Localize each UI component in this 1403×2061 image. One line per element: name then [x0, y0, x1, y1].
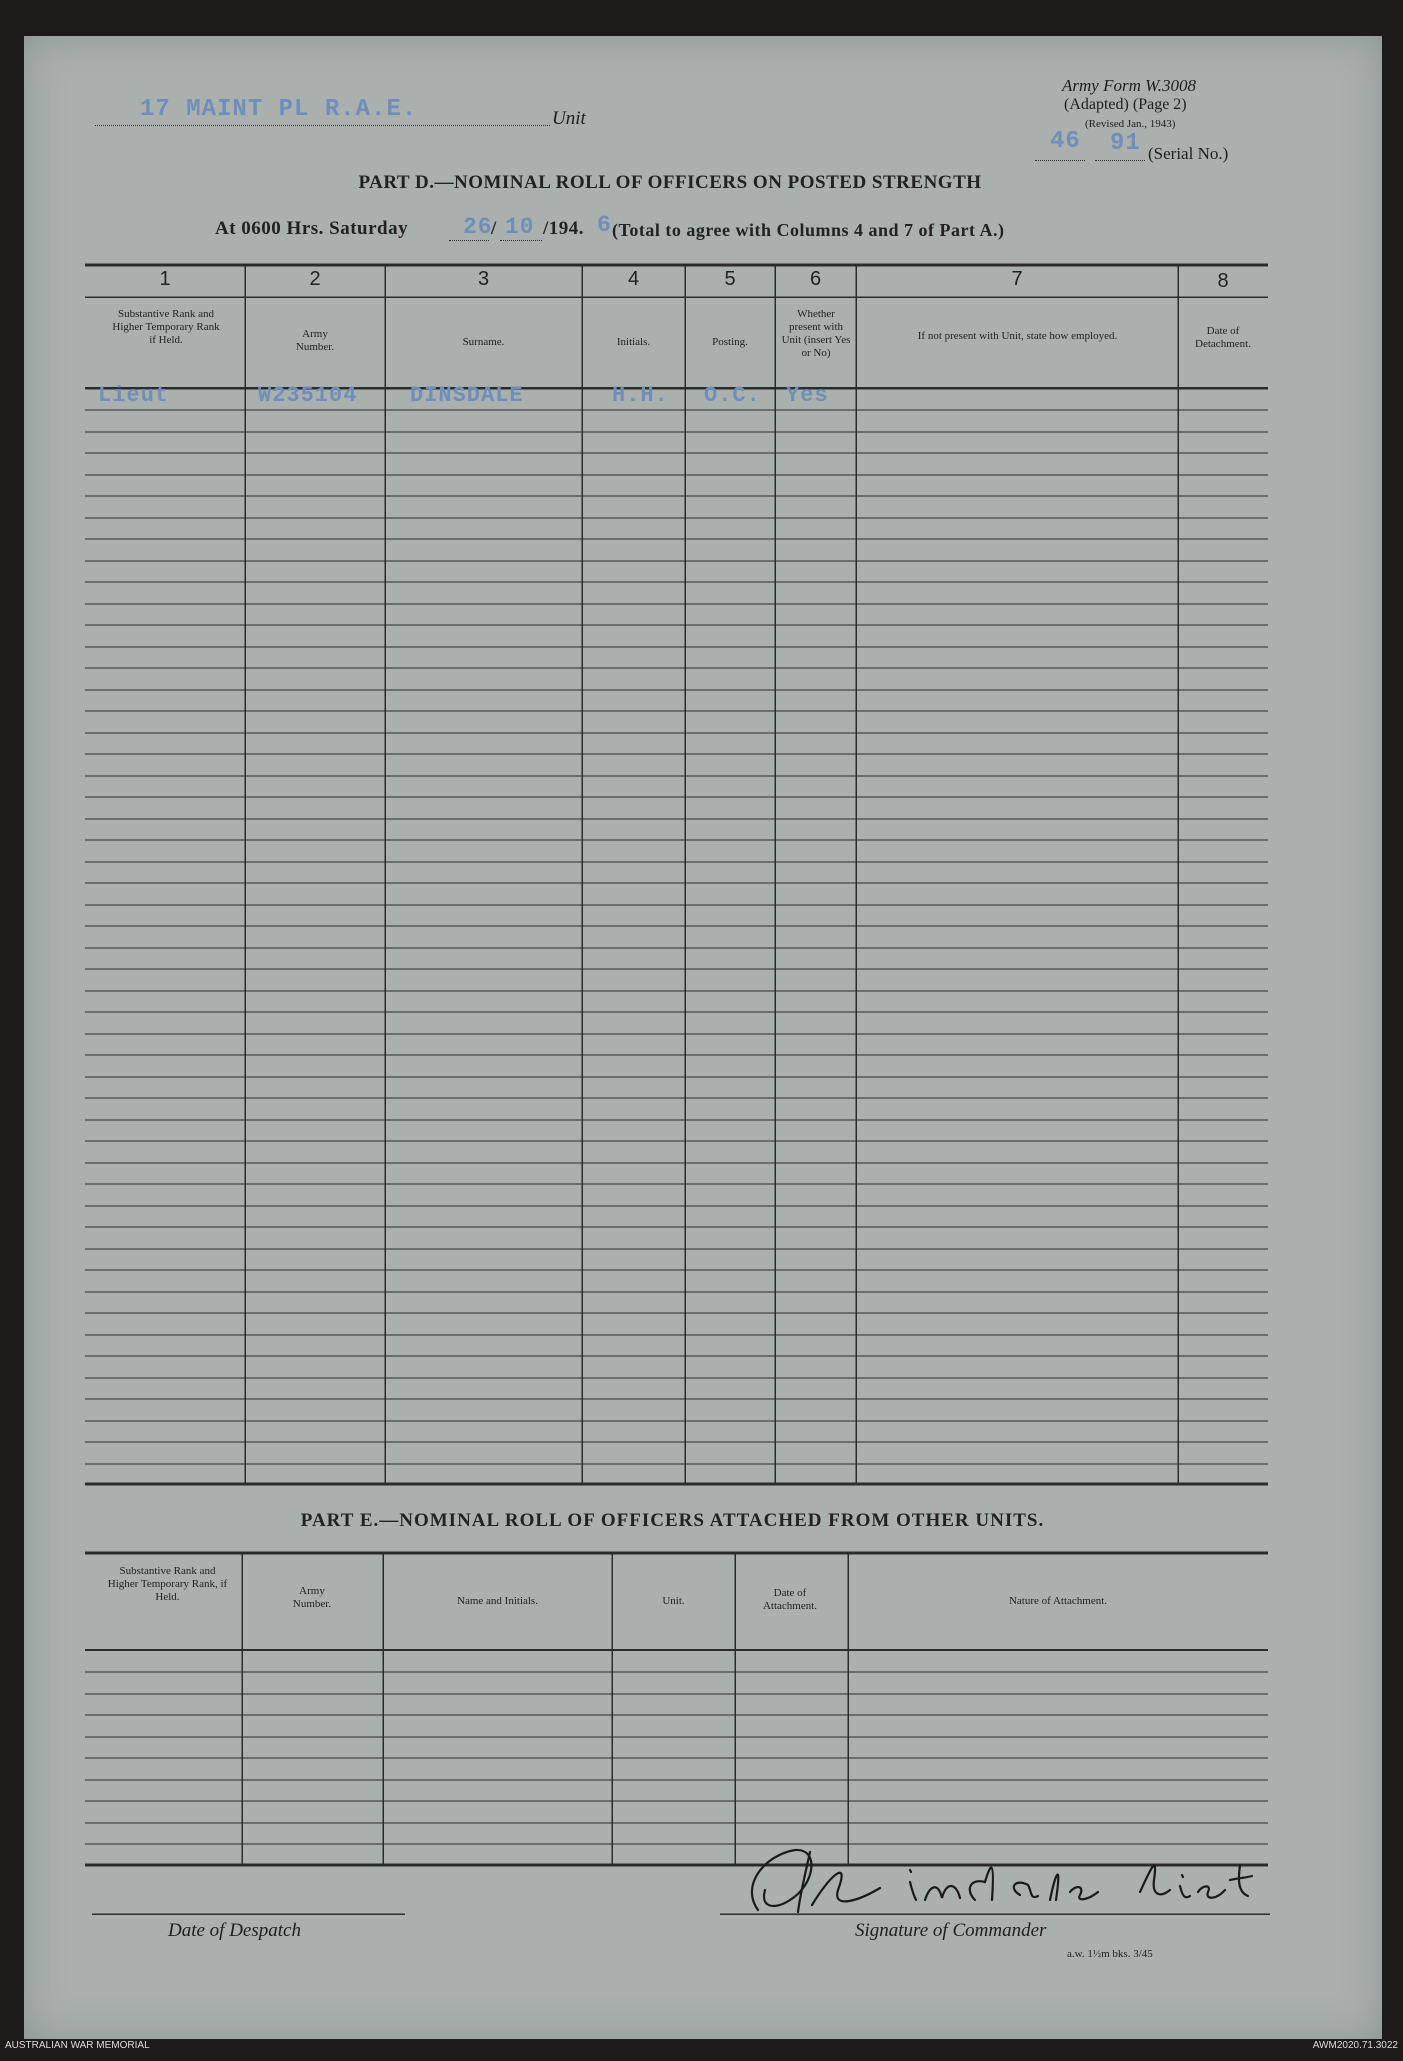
right-credit: AWM2020.71.3022 — [1312, 2040, 1398, 2051]
e-col-header-attachment-date: Date of Attachment. — [762, 1587, 818, 1612]
total-note: (Total to agree with Columns 4 and 7 of Part A.) — [612, 220, 1005, 240]
col-header-posting: Posting. — [712, 336, 748, 348]
e-col-header-unit: Unit. — [662, 1595, 685, 1607]
part-e-title: PART E.—NOMINAL ROLL OF OFFICERS ATTACHED FROM OTHER UNITS. — [300, 1510, 1045, 1531]
col-num-7: 7 — [1011, 268, 1023, 290]
col-num-8: 8 — [1217, 270, 1229, 292]
row1-army-number: W235104 — [258, 383, 358, 408]
unit-label: Unit — [552, 108, 586, 129]
e-col-header-nature: Nature of Attachment. — [1008, 1595, 1108, 1607]
date-month: 10 — [505, 214, 535, 240]
unit-typed: 17 MAINT PL R.A.E. — [140, 96, 418, 123]
col-header-initials: Initials. — [616, 336, 651, 348]
date-day: 26 — [463, 214, 493, 240]
row1-surname: DINSDALE — [410, 383, 524, 408]
col-num-5: 5 — [724, 268, 736, 290]
form-revised: (Revised Jan., 1943) — [1085, 118, 1176, 130]
year-prefix: /194. — [543, 218, 585, 239]
serial-label: (Serial No.) — [1148, 144, 1229, 163]
col-num-4: 4 — [627, 268, 640, 290]
col-header-surname: Surname. — [462, 336, 505, 348]
row1-rank: Lieut — [98, 383, 170, 408]
date-slash: / — [491, 218, 497, 239]
col-num-3: 3 — [477, 268, 490, 290]
part-d-title: PART D.—NOMINAL ROLL OF OFFICERS ON POSTED STRENGTH — [358, 172, 982, 193]
col-header-detachment: Date of Detachment. — [1195, 325, 1251, 350]
row1-posting: O.C. — [704, 383, 761, 408]
col-num-2: 2 — [309, 268, 321, 290]
row1-present: Yes — [786, 383, 829, 408]
row1-initials: H.H. — [612, 383, 669, 408]
form-adapted: (Adapted) (Page 2) — [1064, 96, 1187, 113]
e-col-header-rank: Substantive Rank and Higher Temporary Rank, if Held. — [107, 1565, 228, 1603]
left-credit: AUSTRALIAN WAR MEMORIAL — [5, 2040, 150, 2051]
e-col-header-army-number: Army Number. — [292, 1585, 332, 1610]
serial-typed-1: 46 — [1050, 128, 1081, 155]
commander-signature — [720, 1830, 1280, 1920]
e-col-header-name: Name and Initials. — [457, 1595, 538, 1607]
date-of-despatch-label: Date of Despatch — [168, 1920, 301, 1941]
col-header-present: Whether present with Unit (insert Yes or No) — [781, 308, 851, 359]
year-digit: 6 — [597, 212, 612, 238]
form-number: Army Form W.3008 — [1062, 76, 1196, 95]
serial-typed-2: 91 — [1110, 130, 1141, 157]
col-header-army-number: Army Number. — [295, 328, 335, 353]
at-time-text: At 0600 Hrs. Saturday — [215, 218, 409, 239]
print-code: a.w. 1½m bks. 3/45 — [1067, 1948, 1153, 1960]
signature-label: Signature of Commander — [855, 1920, 1047, 1941]
col-num-6: 6 — [809, 268, 822, 290]
col-num-1: 1 — [159, 268, 171, 290]
col-header-rank: Substantive Rank and Higher Temporary Rank if Held. — [112, 308, 220, 346]
col-header-how-employed: If not present with Unit, state how employed. — [917, 330, 1118, 342]
